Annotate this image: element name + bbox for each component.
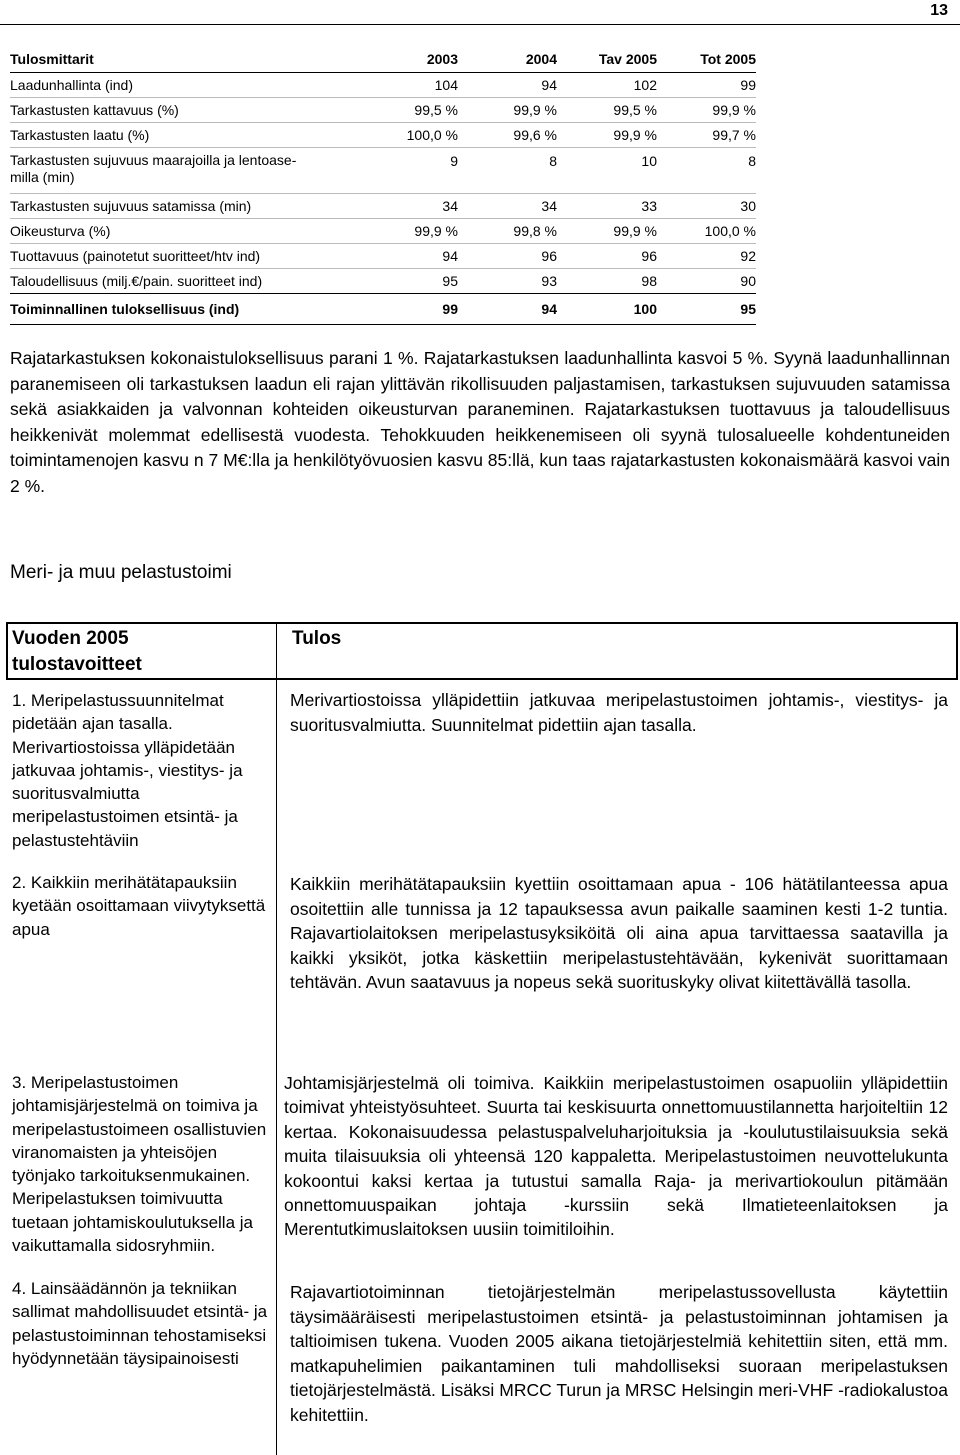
header-metric: Tulosmittarit <box>10 46 390 73</box>
cell-value: 90 <box>657 269 756 294</box>
table-row <box>10 98 756 123</box>
table-row <box>10 219 756 244</box>
cell-value: 100,0 % <box>657 219 756 244</box>
header-rule <box>0 24 960 25</box>
header-2004: 2004 <box>458 46 557 73</box>
total-value: 100 <box>557 294 657 325</box>
header-2003: 2003 <box>390 46 458 73</box>
header-target-2005: Tav 2005 <box>557 46 657 73</box>
section-title: Meri- ja muu pelastustoimi <box>10 562 232 583</box>
table-header-row <box>10 46 756 73</box>
page-number: 13 <box>930 2 948 19</box>
result-1: Merivartiostoissa ylläpidettiin jatkuvaa meripelastustoimen johtamis-, viestitys- ja suoritusvalmiutta. Suunnitelmat pidettiin ajan tasalla. <box>290 690 948 735</box>
cell-value: 98 <box>557 269 657 294</box>
cell-value: 99,5 % <box>557 98 657 123</box>
cell-value: 95 <box>390 269 458 294</box>
result-2: Kaikkiin merihätätapauksiin kyettiin osoittamaan apua - 106 hätätilanteessa apua osoitettiin alle tunnissa ja 12 tapauksessa avun paikalle saaminen kesti 1-2 tuntia. Rajavartiolaitoksen meripelastusyksiköitä oli aina apua tarvittaessa saatavilla ja kaikki yksiköt, jotka käskettiin meripelastustehtävään, kykenivät suorittamaan tehtävän. Avun saatavuus ja nopeus sekä suorituskyky olivat kiitettävällä tasolla. <box>290 874 948 992</box>
cell-value: 99,9 % <box>390 219 458 244</box>
cell-value: 96 <box>557 244 657 269</box>
cell-value: 93 <box>458 269 557 294</box>
cell-value: 8 <box>458 148 557 194</box>
cell-value: 30 <box>657 194 756 219</box>
result-3: Johtamisjärjestelmä oli toimiva. Kaikkiin meripelastustoimen osapuoliin ylläpidettiin toimivat yhteistyösuhteet. Suurta tai keskisuurta onnettomuustilannetta harjoiteltiin 12 kertaa. Kokonaisuudessa pelastuspalveluharjoituksia ja -koulutustilaisuuksia sekä muita tilaisuuksia oli yhteensä 120 kappaletta. Meripelastustoimen neuvottelukunta kokoontui kaksi kertaa ja tutustui samalla Raja- ja merivartiokoulun pitämään onnettomuuspaikan johtaja -kurssiin sekä Ilmatieteenlaitoksen ja Merentutkimuslaitoksen uusiin toimitiloihin. <box>284 1073 948 1240</box>
total-value: 94 <box>458 294 557 325</box>
total-value: 99 <box>390 294 458 325</box>
row-label-line-2: milla (min) <box>10 169 75 185</box>
cell-value: 104 <box>390 73 458 98</box>
row-label: Tarkastusten sujuvuus satamissa (min) <box>10 194 390 219</box>
cell-value: 8 <box>657 148 756 194</box>
table-row <box>10 148 756 194</box>
cell-value: 100,0 % <box>390 123 458 148</box>
cell-value: 94 <box>390 244 458 269</box>
goals-header-result: Tulos <box>292 628 342 649</box>
cell-value: 33 <box>557 194 657 219</box>
cell-value: 99,8 % <box>458 219 557 244</box>
goals-table-header-border <box>6 678 958 680</box>
row-label: Tarkastusten kattavuus (%) <box>10 98 390 123</box>
goals-header-targets: Vuoden 2005 tulostavoitteet <box>12 628 142 675</box>
header-actual-2005: Tot 2005 <box>657 46 756 73</box>
goal-4: 4. Lainsäädännön ja tekniikan sallimat mahdollisuudet etsintä- ja pelastustoiminnan tehostamiseksi hyödynnetään täysipainoisesti <box>12 1279 268 1368</box>
goals-table-top-border <box>6 622 958 624</box>
row-label: Laadunhallinta (ind) <box>10 73 390 98</box>
row-label <box>10 148 390 194</box>
performance-metrics-table <box>10 46 756 325</box>
cell-value: 99,5 % <box>390 98 458 123</box>
goals-table-column-divider <box>276 622 277 1455</box>
cell-value: 10 <box>557 148 657 194</box>
cell-value: 34 <box>390 194 458 219</box>
cell-value: 99,9 % <box>657 98 756 123</box>
cell-value: 34 <box>458 194 557 219</box>
cell-value: 9 <box>390 148 458 194</box>
cell-value: 99,9 % <box>557 219 657 244</box>
table-row <box>10 194 756 219</box>
row-label: Tuottavuus (painotetut suoritteet/htv ind) <box>10 244 390 269</box>
row-label: Oikeusturva (%) <box>10 219 390 244</box>
goal-1: 1. Meripelastussuunnitelmat pidetään ajan tasalla. Merivartiostoissa ylläpidetään jatkuvaa johtamis-, viestitys- ja suoritusvalmiutta meripelastustoimen etsintä- ja pelastustehtäviin <box>12 691 243 850</box>
cell-value: 92 <box>657 244 756 269</box>
total-label: Toiminnallinen tuloksellisuus (ind) <box>10 294 390 325</box>
summary-paragraph: Rajatarkastuksen kokonaistuloksellisuus parani 1 %. Rajatarkastuksen laadunhallinta kasvoi 5 %. Syynä laadunhallinnan paranemiseen oli tarkastuksen laadun eli rajan ylittävän rikollisuuden paljastamisen, tarkastuksen sujuvuuden satamissa sekä asiakkaiden ja valvonnan kohteiden oikeusturvan paraneminen. Rajatarkastuksen tuottavuus ja taloudellisuus heikkenivät molemmat edellisestä vuodesta. Tehokkuuden heikkenemiseen oli syynä tulosalueelle kohdentuneiden toimintamenojen kasvu n 7 M€:lla ja henkilötyövuosien kasvu 85:llä, kun taas rajatarkastusten kokonaismäärä kasvoi vain 2 %. <box>10 348 950 496</box>
result-4: Rajavartiotoiminnan tietojärjestelmän meripelastussovellusta käytettiin täysimääräisesti meripelastustoimen etsintä- ja pelastustoiminnan johtamisen ja taltioimisen tukena. Vuoden 2005 aikana tietojärjestelmiä kehitettiin siten, että mm. matkapuhelimien paikantaminen tuli mahdolliseksi suoraan meripelastuksen tietojärjestelmästä. Lisäksi MRCC Turun ja MRSC Helsingin meri-VHF -radiokalustoa kehitettiin. <box>290 1282 948 1425</box>
cell-value: 99,6 % <box>458 123 557 148</box>
row-label: Taloudellisuus (milj.€/pain. suoritteet ind) <box>10 269 390 294</box>
table-row <box>10 269 756 294</box>
goal-3: 3. Meripelastustoimen johtamisjärjestelmä on toimiva ja meripelastustoimeen osallistuvien viranomaisten ja yhteisöjen työnjako tarkoituksenmukainen. Meripelastuksen toimivuutta tuetaan johtamiskoulutuksella ja vaikuttamalla sidosryhmiin. <box>12 1073 267 1256</box>
row-label: Tarkastusten laatu (%) <box>10 123 390 148</box>
cell-value: 94 <box>458 73 557 98</box>
cell-value: 99,9 % <box>458 98 557 123</box>
cell-value: 96 <box>458 244 557 269</box>
total-value: 95 <box>657 294 756 325</box>
cell-value: 99,9 % <box>557 123 657 148</box>
goals-table-right-border <box>956 622 958 680</box>
table-row <box>10 73 756 98</box>
table-row <box>10 244 756 269</box>
cell-value: 99,7 % <box>657 123 756 148</box>
row-label-line-1: Tarkastusten sujuvuus maarajoilla ja lentoase- <box>10 152 297 168</box>
cell-value: 102 <box>557 73 657 98</box>
cell-value: 99 <box>657 73 756 98</box>
table-row <box>10 123 756 148</box>
goals-table-left-border <box>6 622 8 680</box>
goal-2: 2. Kaikkiin merihätätapauksiin kyetään osoittamaan viivytyksettä apua <box>12 873 266 939</box>
total-row <box>10 294 756 325</box>
